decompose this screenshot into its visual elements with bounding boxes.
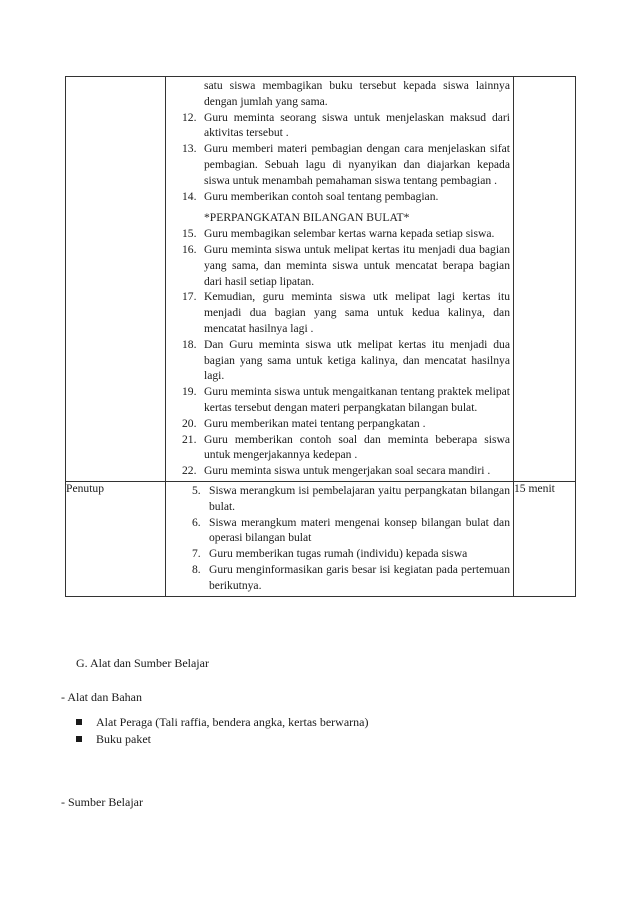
step-text: *PERPANGKATAN BILANGAN BULAT*: [204, 211, 410, 225]
step-text: Kemudian, guru meminta siswa utk melipat lagi kertas itu menjadi dua bagian yang sama untuk kedua kalinya, dan mencatat hasilnya lagi .: [204, 290, 510, 335]
step-text: Guru memberikan matei tentang perpangkatan .: [204, 416, 426, 430]
step-text: Guru menginformasikan garis besar isi kegiatan pada pertemuan berikutnya.: [209, 562, 510, 592]
step-number: 6.: [192, 515, 201, 529]
sources-label: - Sumber Belajar: [61, 795, 143, 809]
step-number: 19.: [182, 385, 197, 399]
list-item-text: Buku paket: [96, 732, 151, 746]
tools-label: - Alat dan Bahan: [61, 690, 142, 704]
step-number: 12.: [182, 110, 197, 124]
list-item: [166, 562, 510, 594]
activities-cell: [166, 77, 514, 482]
closing-activities-cell: [166, 481, 514, 596]
list-item-text: Alat Peraga (Tali raffia, bendera angka, kertas berwarna): [96, 715, 369, 729]
list-item: [166, 432, 510, 464]
step-number: 14.: [182, 189, 197, 203]
time-cell-empty: [514, 77, 576, 482]
step-text: Guru memberikan contoh soal dan meminta beberapa siswa untuk mengerjakannya kedepan .: [204, 432, 510, 462]
step-number: 7.: [192, 547, 201, 561]
step-number: 21.: [182, 432, 197, 446]
square-bullet-icon: [76, 719, 82, 725]
time-cell-15-menit: 15 menit: [514, 481, 576, 596]
list-item: [166, 141, 510, 188]
step-text: Guru memberikan tugas rumah (individu) kepada siswa: [209, 547, 468, 561]
list-item: [166, 289, 510, 336]
square-bullet-icon: [76, 736, 82, 742]
section-g-title: G. Alat dan Sumber Belajar: [76, 656, 209, 670]
list-item: [76, 714, 368, 731]
step-text: Guru membagikan selembar kertas warna kepada setiap siswa.: [204, 227, 495, 241]
step-text: Guru memberi materi pembagian dengan cara menjelaskan sifat pembagian. Sebuah lagu di nyanyikan dan diajarkan kepada siswa untuk menambah pemahaman siswa tentang pembagian .: [204, 142, 510, 187]
closing-steps-list: [166, 482, 513, 596]
step-text: Guru meminta siswa untuk mengaitkanan tentang praktek melipat kertas tersebut dengan materi perpangkatan bilangan bulat.: [204, 385, 510, 414]
step-number: 8.: [192, 562, 201, 576]
step-text: Guru meminta seorang siswa untuk menjelaskan maksud dari aktivitas tersebut .: [204, 110, 510, 140]
step-number: 13.: [182, 142, 197, 156]
list-item: [166, 110, 510, 142]
phase-cell-empty: [66, 77, 166, 482]
list-item: [166, 416, 510, 432]
step-number: 20.: [182, 416, 197, 430]
list-item: [166, 189, 510, 205]
step-number: 16.: [182, 242, 197, 256]
list-item: [166, 226, 510, 242]
list-item: [166, 337, 510, 384]
step-text: Siswa merangkum materi mengenai konsep bilangan bulat dan operasi bilangan bulat: [209, 515, 510, 545]
step-number: 18.: [182, 337, 197, 351]
list-item: [166, 242, 510, 289]
phase-cell-penutup: Penutup: [66, 481, 166, 596]
list-item: [76, 731, 368, 748]
tools-list: [76, 714, 368, 748]
list-item: [166, 483, 510, 515]
step-number: 15.: [182, 227, 197, 241]
step-text: Dan Guru meminta siswa utk melipat kertas itu menjadi dua bagian yang sama untuk ketiga kalinya, dan mencatat hasilnya lagi.: [204, 337, 510, 383]
table-row-closing: [66, 481, 576, 596]
list-item: [166, 463, 510, 479]
step-number: 5.: [192, 483, 201, 497]
step-text: Siswa merangkum isi pembelajaran yaitu perpangkatan bilangan bulat.: [209, 483, 510, 513]
lesson-table: [65, 76, 576, 597]
table-row-core-activities: [66, 77, 576, 482]
list-item: [166, 384, 510, 416]
step-text: satu siswa membagikan buku tersebut kepada siswa lainnya dengan jumlah yang sama.: [204, 79, 510, 108]
list-item: [166, 78, 510, 110]
step-text: Guru memberikan contoh soal tentang pembagian.: [204, 189, 439, 203]
step-number: 22.: [182, 464, 197, 478]
list-item: [166, 204, 510, 226]
step-text: Guru meminta siswa untuk melipat kertas itu menjadi dua bagian yang sama, dan meminta siswa untuk mencatat berapa bagian dari hasil setiap lipatan.: [204, 242, 510, 288]
step-number: 17.: [182, 290, 197, 304]
activity-steps-list: [166, 77, 513, 481]
list-item: [166, 515, 510, 547]
step-text: Guru meminta siswa untuk mengerjakan soal secara mandiri .: [204, 464, 491, 478]
list-item: [166, 546, 510, 562]
